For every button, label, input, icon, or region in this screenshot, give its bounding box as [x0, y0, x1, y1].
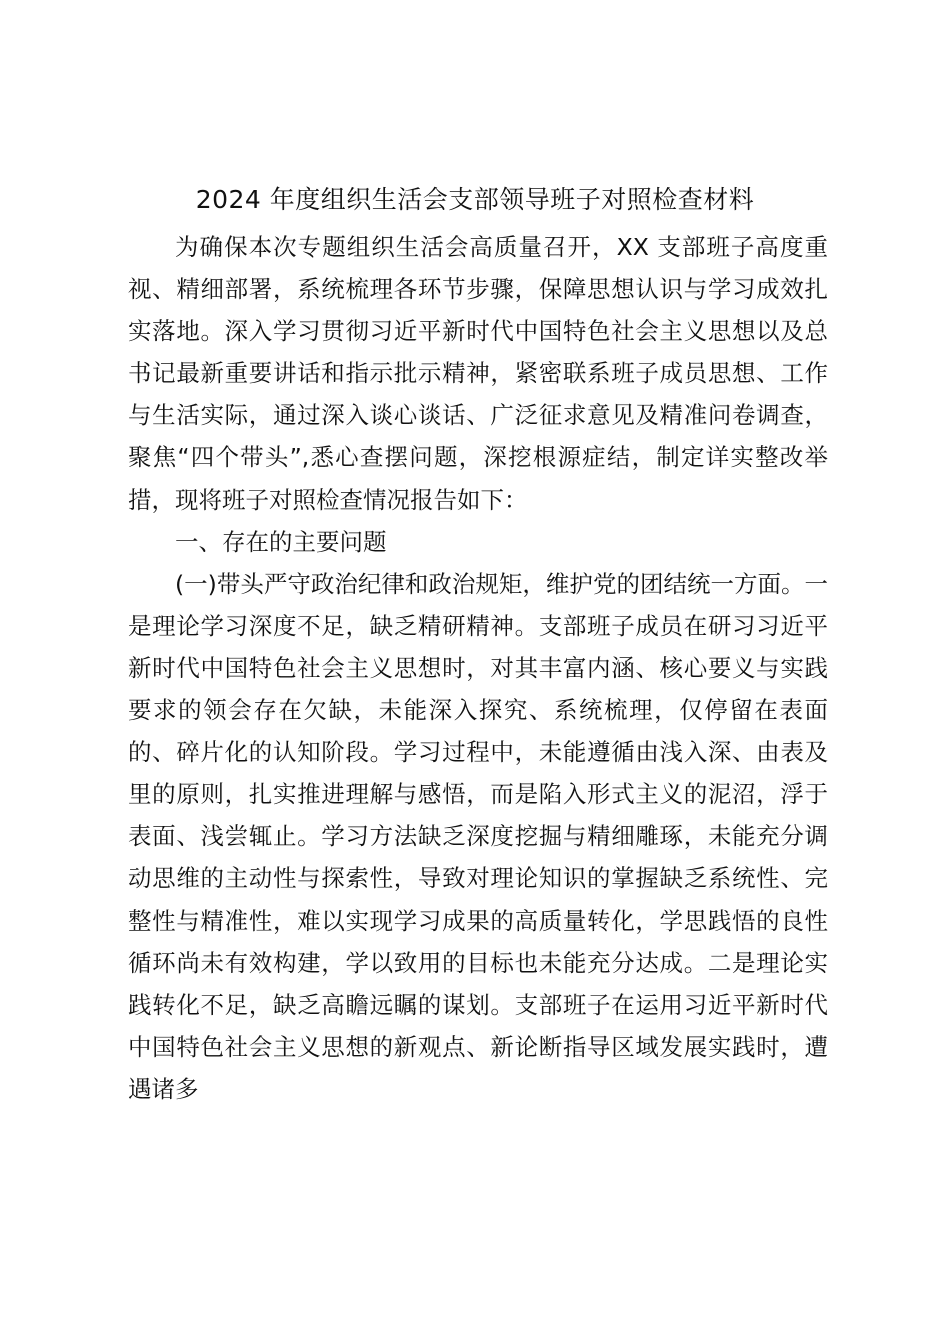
section-heading: 一、存在的主要问题 [175, 527, 387, 556]
document-body [128, 226, 828, 1110]
document-title: 2024 年度组织生活会支部领导班子对照检查材料 [195, 185, 755, 214]
issue-paragraph: (一)带头严守政治纪律和政治规矩，维护党的团结统一方面。一是理论学习深度不足，缺乏精研精神。支部班子成员在研习习近平新时代中国特色社会主义思想时，对其丰富内涵、核心要义与实践要求的领会存在欠缺，未能深入探究、系统梳理，仅停留在表面的、碎片化的认知阶段。学习过程中，未能遵循由浅入深、由表及里的原则，扎实推进理解与感悟，而是陷入形式主义的泥沼，浮于表面、浅尝辄止。学习方法缺乏深度挖掘与精细雕琢，未能充分调动思维的主动性与探索性，导致对理论知识的掌握缺乏系统性、完整性与精准性，难以实现学习成果的高质量转化，学思践悟的良性循环尚未有效构建，学以致用的目标也未能充分达成。二是理论实践转化不足，缺乏高瞻远瞩的谋划。支部班子在运用习近平新时代中国特色社会主义思想的新观点、新论断指导区域发展实践时，遭遇诸多 [128, 569, 828, 1103]
intro-paragraph: 为确保本次专题组织生活会高质量召开，XX 支部班子高度重视、精细部署，系统梳理各环节步骤，保障思想认识与学习成效扎实落地。深入学习贯彻习近平新时代中国特色社会主义思想以及总书记最新重要讲话和指示批示精神，紧密联系班子成员思想、工作与生活实际，通过深入谈心谈话、广泛征求意见及精准问卷调查，聚焦“四个带头”,悉心查摆问题，深挖根源症结，制定详实整改举措，现将班子对照检查情况报告如下： [128, 233, 828, 514]
